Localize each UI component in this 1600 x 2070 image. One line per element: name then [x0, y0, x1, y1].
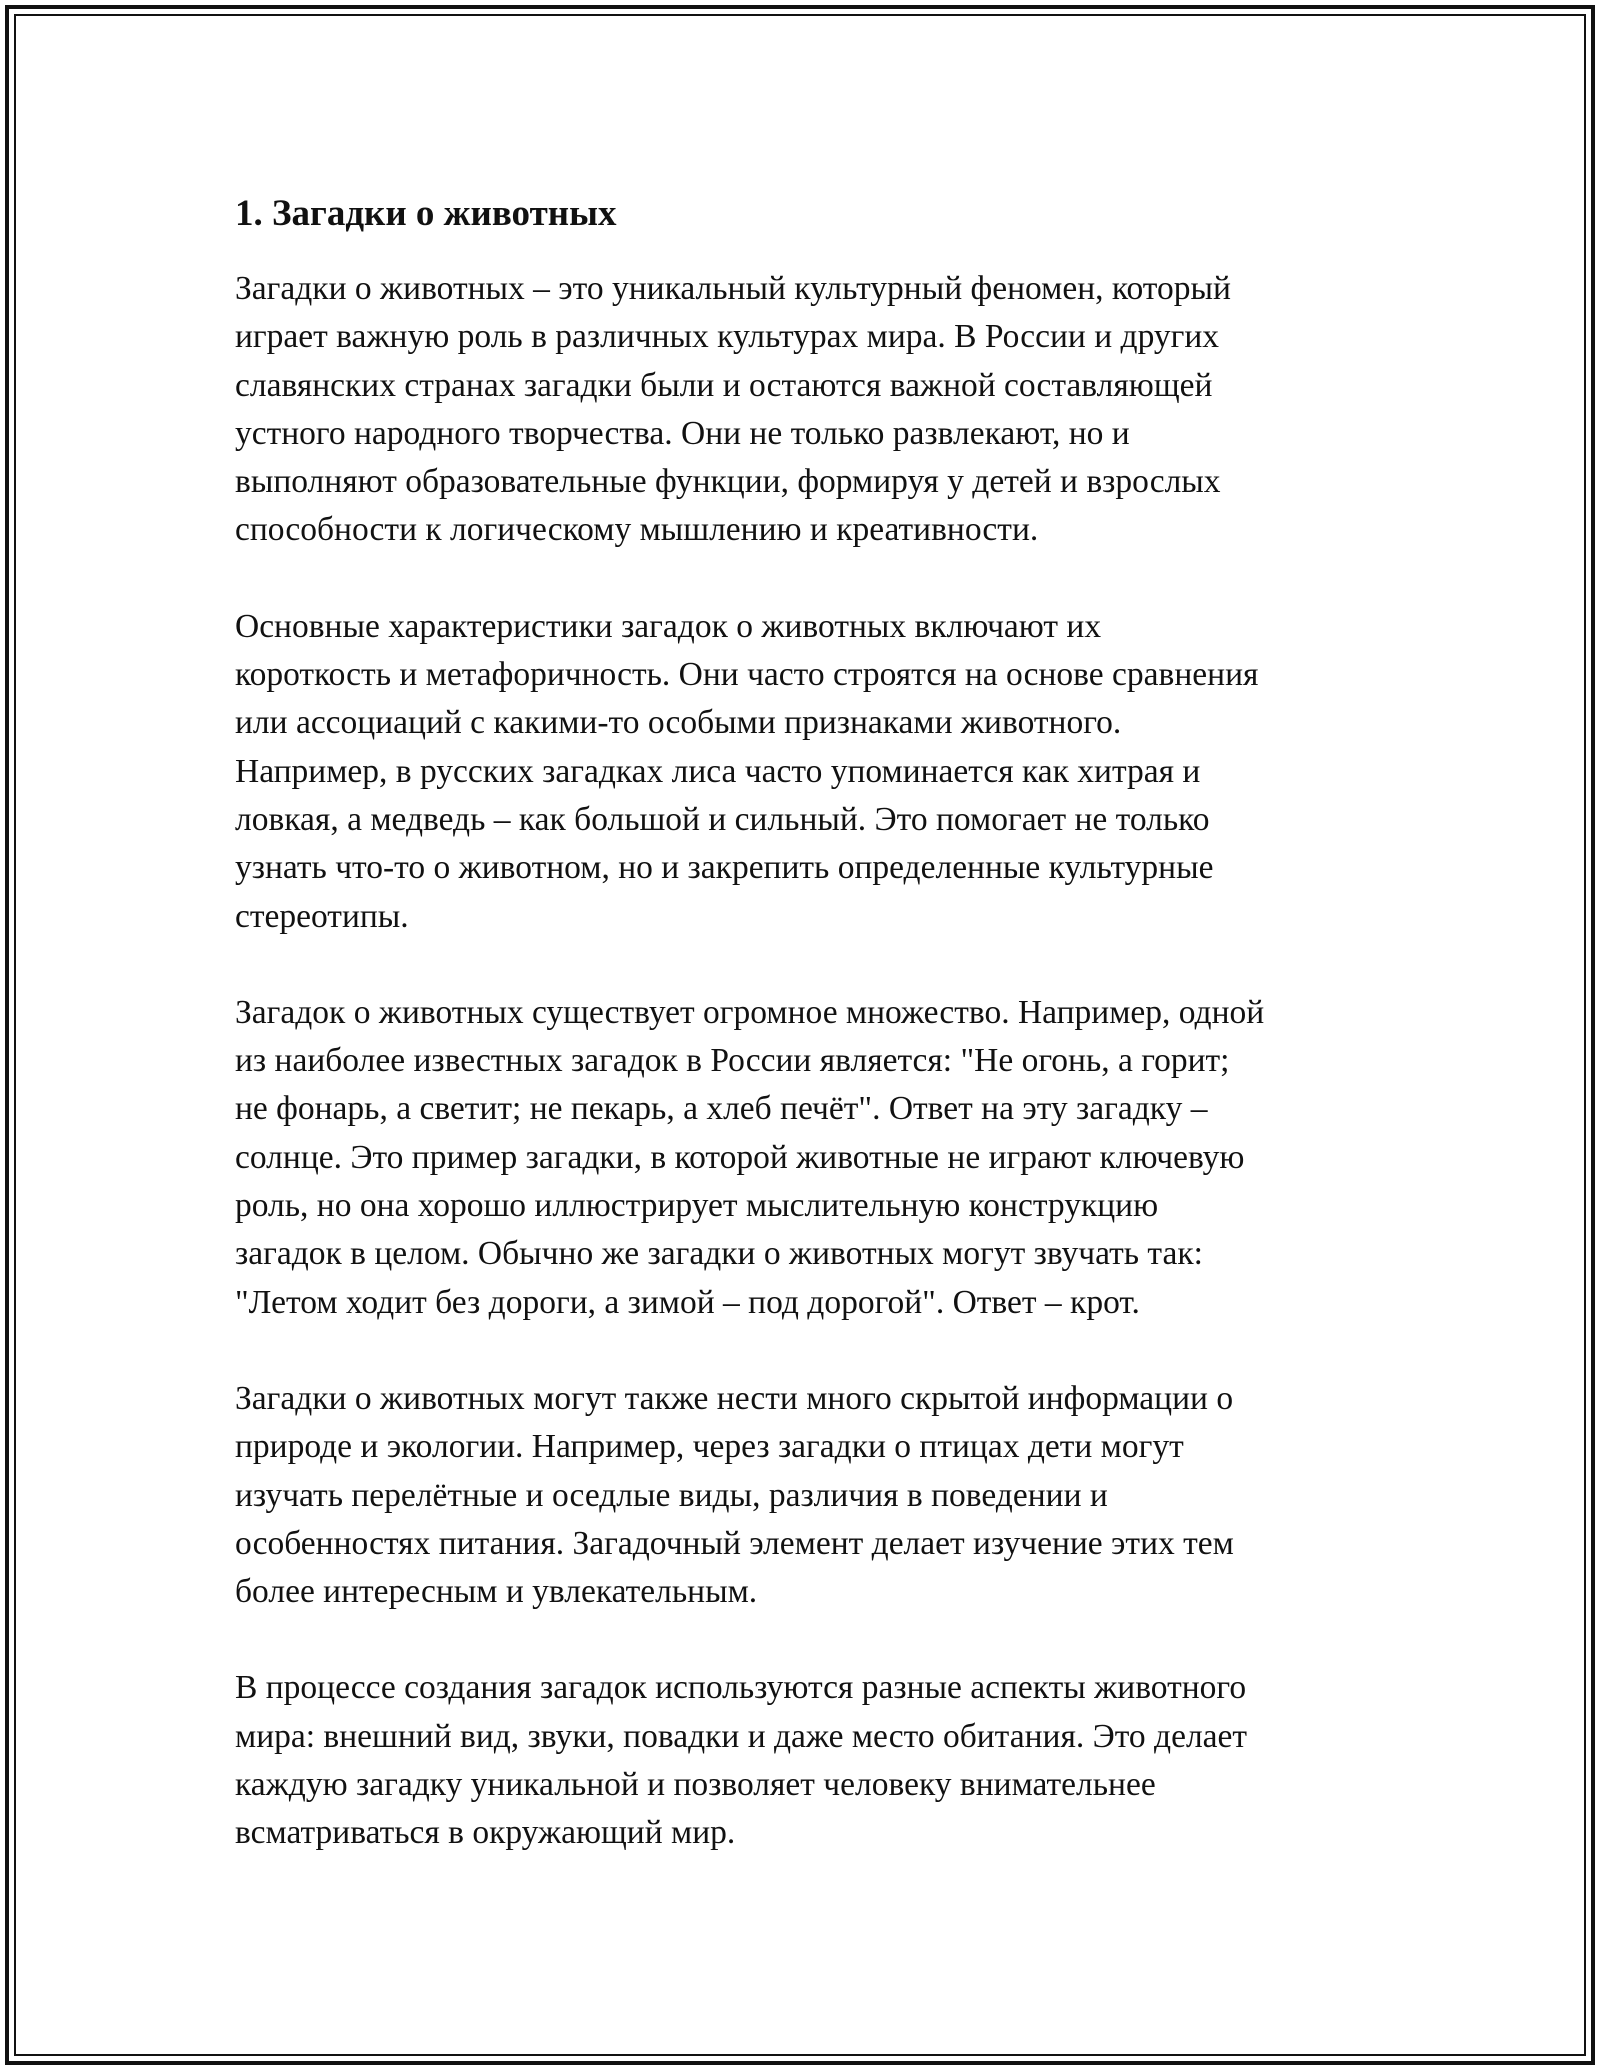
text-line: более интересным и увлекательным. — [235, 1573, 758, 1611]
text-line: славянских странах загадки были и остаются важной составляющей — [235, 366, 1213, 404]
text-line: играет важную роль в различных культурах мира. В России и других — [235, 318, 1220, 356]
text-line: выполняют образовательные функции, формируя у детей и взрослых — [235, 463, 1221, 501]
text-line: роль, но она хорошо иллюстрирует мыслительную конструкцию — [235, 1187, 1159, 1225]
text-line: изучать перелётные и оседлые виды, различия в поведении и — [235, 1476, 1108, 1514]
text-line: В процессе создания загадок используются разные аспекты животного — [235, 1669, 1247, 1707]
text-line: короткость и метафоричность. Они часто строятся на основе сравнения — [235, 656, 1259, 694]
paragraph-1 — [235, 265, 1385, 555]
text-line: мира: внешний вид, звуки, повадки и даже место обитания. Это делает — [235, 1717, 1248, 1755]
text-line: "Летом ходит без дороги, а зимой – под дорогой". Ответ – крот. — [235, 1283, 1140, 1321]
text-line: способности к логическому мышлению и креативности. — [235, 511, 1039, 549]
text-line: из наиболее известных загадок в России является: "Не огонь, а горит; — [235, 1042, 1230, 1080]
text-line: особенностях питания. Загадочный элемент делает изучение этих тем — [235, 1524, 1234, 1562]
text-line: Загадки о животных – это уникальный культурный феномен, который — [235, 270, 1231, 307]
text-line: не фонарь, а светит; не пекарь, а хлеб печёт". Ответ на эту загадку – — [235, 1090, 1208, 1128]
text-line: солнце. Это пример загадки, в которой животные не играют ключевую — [235, 1138, 1245, 1176]
paragraph-5 — [235, 1664, 1385, 1857]
text-line: стереотипы. — [235, 897, 409, 935]
text-line: узнать что-то о животном, но и закрепить определенные культурные — [235, 849, 1214, 887]
paragraph-4 — [235, 1375, 1385, 1616]
section-heading: 1. Загадки о животных — [235, 193, 617, 234]
text-line: Загадки о животных могут также нести много скрытой информации о — [235, 1379, 1234, 1417]
text-line: Основные характеристики загадок о животных включают их — [235, 607, 1102, 645]
paragraph-3 — [235, 989, 1385, 1327]
text-line: загадок в целом. Обычно же загадки о животных могут звучать так: — [235, 1235, 1203, 1273]
text-line: природе и экологии. Например, через загадки о птицах дети могут — [235, 1428, 1184, 1466]
text-line: или ассоциаций с какими-то особыми признаками животного. — [235, 704, 1122, 742]
text-line: Например, в русских загадках лиса часто упоминается как хитрая и — [235, 752, 1201, 790]
text-line: каждую загадку уникальной и позволяет человеку внимательнее — [235, 1766, 1156, 1804]
paragraph-2 — [235, 603, 1385, 941]
text-line: ловкая, а медведь – как большой и сильный. Это помогает не только — [235, 800, 1210, 838]
text-line: всматриваться в окружающий мир. — [235, 1814, 736, 1852]
text-line: устного народного творчества. Они не только развлекают, но и — [235, 414, 1130, 452]
document-body — [235, 190, 1385, 1906]
text-line: Загадок о животных существует огромное множество. Например, одной — [235, 993, 1265, 1031]
